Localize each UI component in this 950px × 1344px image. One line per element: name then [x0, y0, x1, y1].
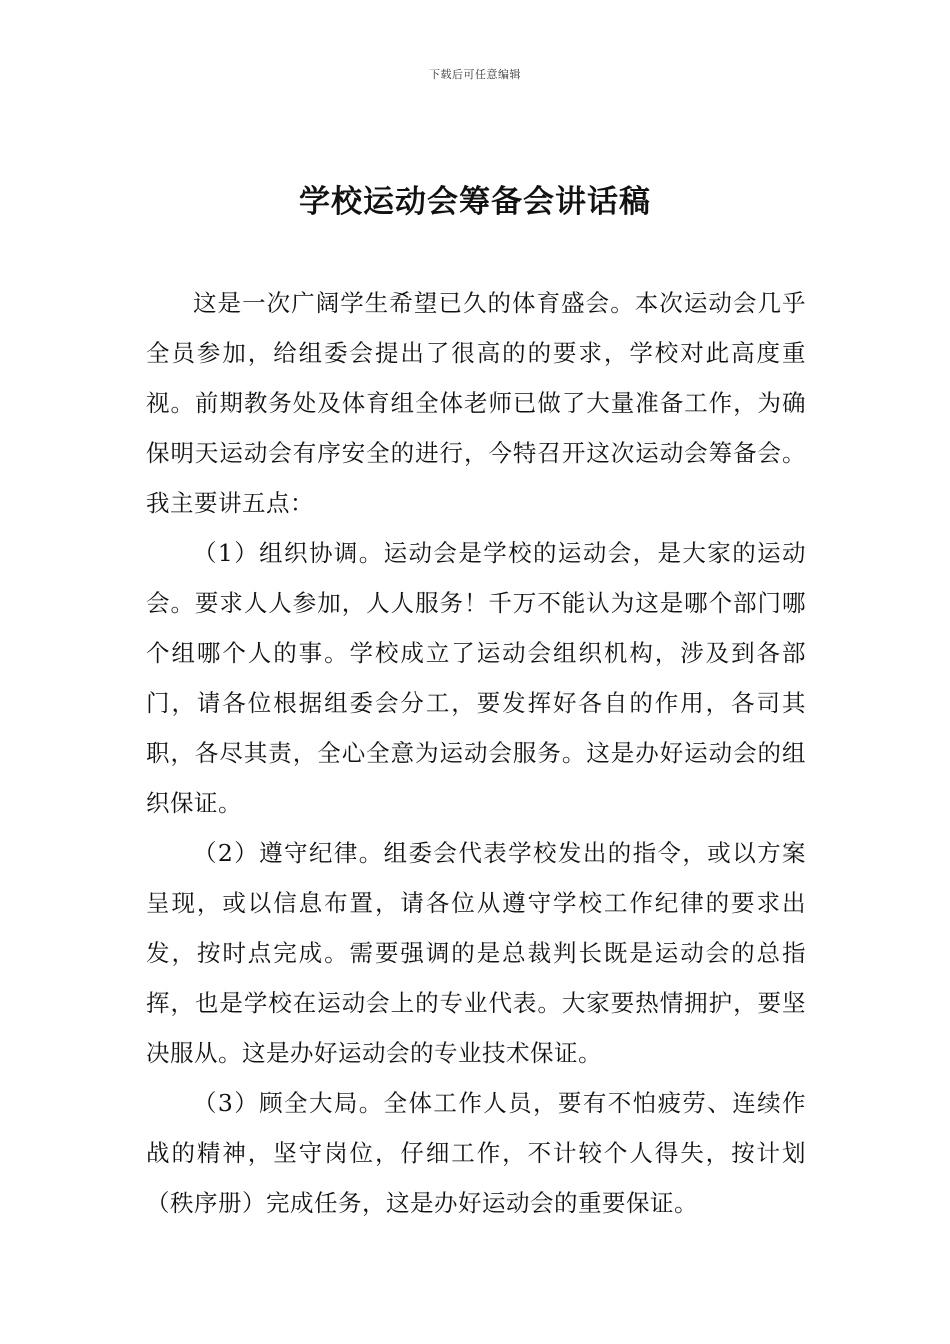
paragraph-point-3: （3）顾全大局。全体工作人员，要有不怕疲劳、连续作战的精神，坚守岗位，仔细工作，不计较个人得失，按计划（秩序册）完成任务，这是办好运动会的重要保证。: [146, 1089, 806, 1217]
paragraph-point-2: （2）遵守纪律。组委会代表学校发出的指令，或以方案呈现，或以信息布置，请各位从遵守学校工作纪律的要求出发，按时点完成。需要强调的是总裁判长既是运动会的总指挥，也是学校在运动会上的专业代表。大家要热情拥护，要坚决服从。这是办好运动会的专业技术保证。: [146, 839, 806, 1067]
paragraph-intro: 这是一次广阔学生希望已久的体育盛会。本次运动会几乎全员参加，给组委会提出了很高的的要求，学校对此高度重视。前期教务处及体育组全体老师已做了大量准备工作，为确保明天运动会有序安全的进行，今特召开这次运动会筹备会。我主要讲五点：: [146, 289, 806, 517]
document-title: 学校运动会筹备会讲话稿: [299, 184, 651, 220]
header-note: 下载后可任意编辑: [429, 68, 521, 81]
paragraph-point-1: （1）组织协调。运动会是学校的运动会，是大家的运动会。要求人人参加，人人服务！千万不能认为这是哪个部门哪个组哪个人的事。学校成立了运动会组织机构，涉及到各部门，请各位根据组委会分工，要发挥好各自的作用，各司其职，各尽其责，全心全意为运动会服务。这是办好运动会的组织保证。: [146, 539, 806, 817]
document-body: [146, 278, 806, 1228]
